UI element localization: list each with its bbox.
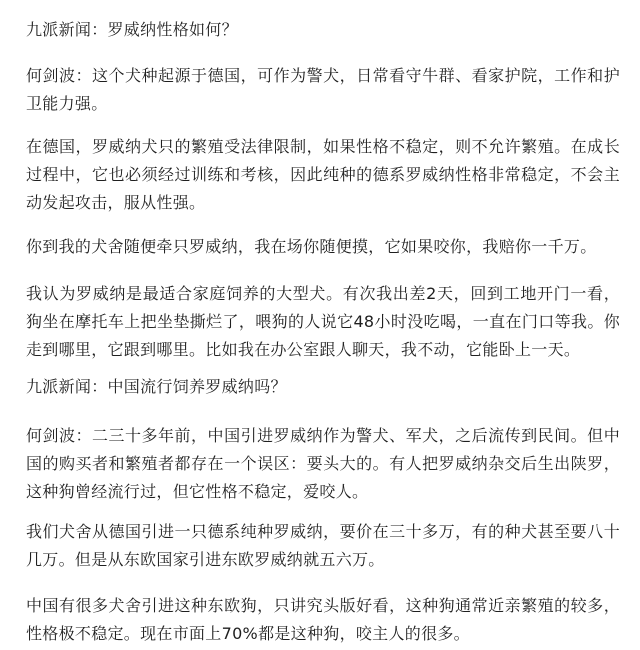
paragraph-germany-breeding: 在德国，罗威纳犬只的繁殖受法律限制，如果性格不稳定，则不允许繁殖。在成长过程中，它也必须经过训练和考核，因此纯种的德系罗威纳性格非常稳定，不会主动发起攻击，服从性强。 [26,137,620,212]
paragraph-answer-history: 何剑波：二三十多年前，中国引进罗威纳作为警犬、军犬，之后流传到民间。但中国的购买者和繁殖者都存在一个误区：要头大的。有人把罗威纳杂交后生出陕罗，这种狗曾经流行过，但它性格不稳定，爱咬人。 [26,426,620,501]
paragraph-answer-origin: 何剑波：这个犬种起源于德国，可作为警犬，日常看守牛群、看家护院，工作和护卫能力强。 [26,66,620,113]
paragraph-family-dog: 我认为罗威纳是最适合家庭饲养的大型犬。有次我出差2天，回到工地开门一看，狗坐在摩托车上把坐垫撕烂了，喂狗的人说它48小时没吃喝，一直在门口等我。你走到哪里，它跟到哪里。比如我在办公室跟人聊天，我不动，它能卧上一天。 [26,284,620,359]
paragraph-kennel-promise: 你到我的犬舍随便牵只罗威纳，我在场你随便摸，它如果咬你，我赔你一千万。 [26,237,597,256]
paragraph-import-prices: 我们犬舍从德国引进一只德系纯种罗威纳，要价在三十多万，有的种犬甚至要八十几万。但是从东欧国家引进东欧罗威纳就五六万。 [26,522,620,569]
paragraph-question-popularity: 九派新闻：中国流行饲养罗威纳吗？ [26,377,287,396]
paragraph-question-personality: 九派新闻：罗威纳性格如何？ [26,20,238,39]
paragraph-eastern-europe-dogs: 中国有很多犬舍引进这种东欧狗，只讲究头版好看，这种狗通常近亲繁殖的较多，性格极不稳定。现在市面上70%都是这种狗，咬主人的很多。 [26,596,620,643]
